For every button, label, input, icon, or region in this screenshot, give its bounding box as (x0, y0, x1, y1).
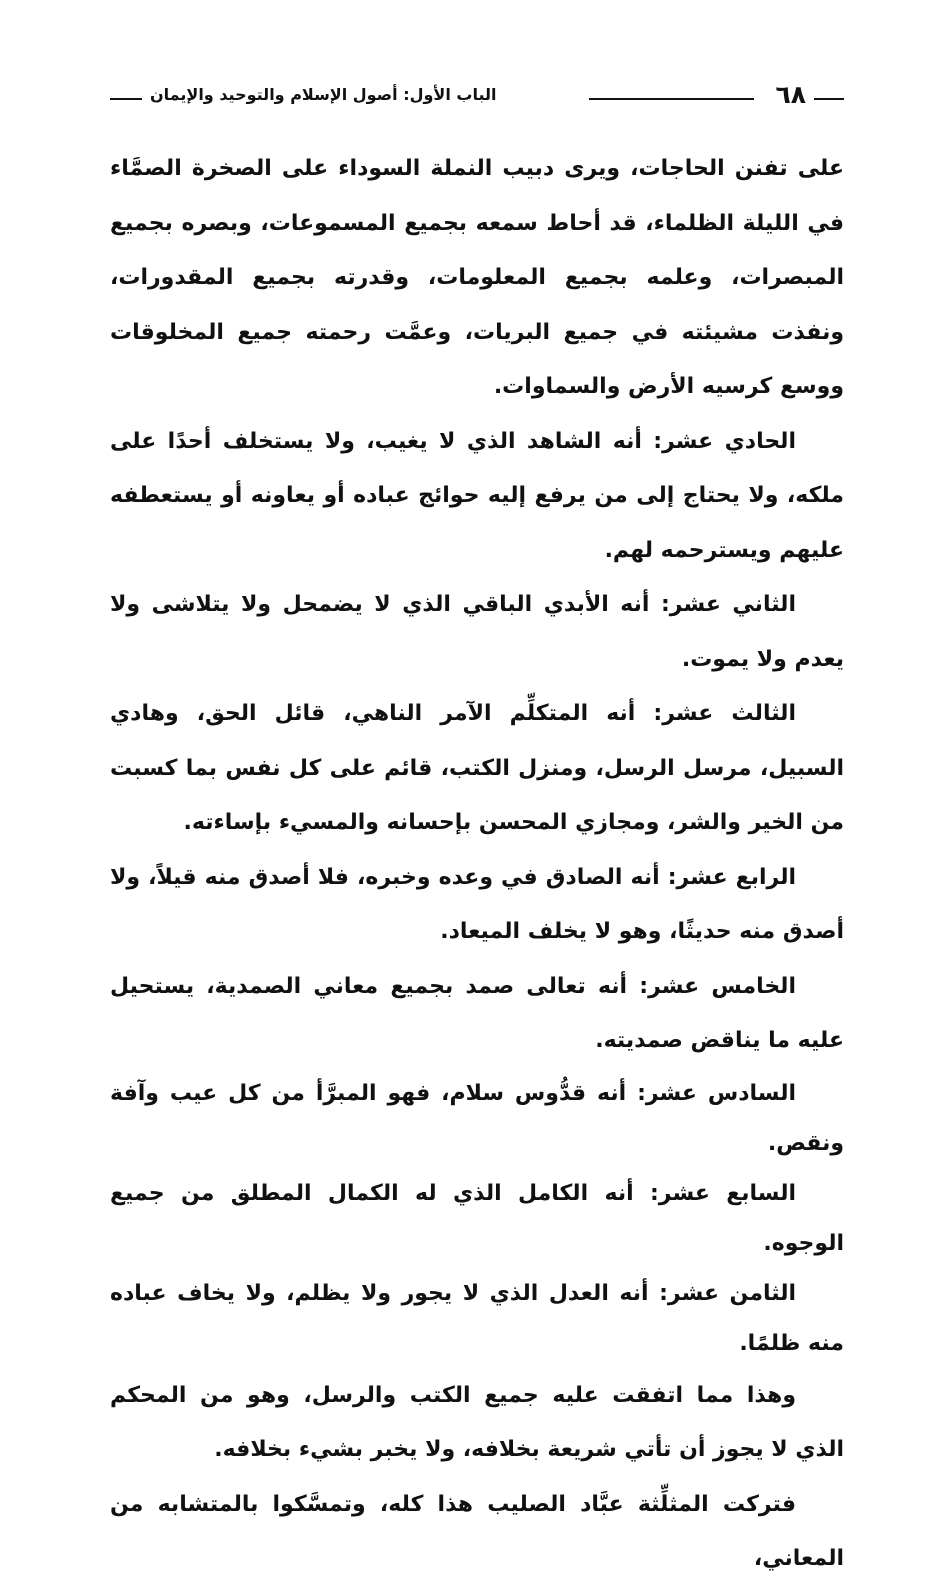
paragraph-conclusion: وهذا مما اتفقت عليه جميع الكتب والرسل، وهو من المحكم الذي لا يجوز أن تأتي شريعة بخلافه، ولا يخبر بشيء بخلافه. (110, 1382, 844, 1462)
paragraph-fifteenth: الخامس عشر: أنه تعالى صمد بجميع معاني الصمدية، يستحيل عليه ما يناقض صمديته. (110, 973, 844, 1053)
book-page (110, 78, 844, 1587)
header-rule-middle (589, 98, 754, 100)
header-rule-right (814, 98, 844, 100)
paragraph-eleventh: الحادي عشر: أنه الشاهد الذي لا يغيب، ولا يستخلف أحدًا على ملكه، ولا يحتاج إلى من يرفع إليه حوائج عباده أو يعاونه أو يستعطفه عليهم ويسترحمه لهم. (110, 428, 844, 563)
paragraph-eighteenth: الثامن عشر: أنه العدل الذي لا يجور ولا يظلم، ولا يخاف عباده منه ظلمًا. (110, 1280, 844, 1356)
body-text (110, 142, 844, 1587)
paragraph-seventeenth: السابع عشر: أنه الكامل الذي له الكمال المطلق من جميع الوجوه. (110, 1180, 844, 1256)
paragraph-fourteenth: الرابع عشر: أنه الصادق في وعده وخبره، فلا أصدق منه قيلاً، ولا أصدق منه حديثًا، وهو لا يخلف الميعاد. (110, 864, 844, 944)
header-rule-left (110, 98, 142, 100)
paragraph-sixteenth: السادس عشر: أنه قدُّوس سلام، فهو المبرَّأ من كل عيب وآفة ونقص. (110, 1080, 844, 1156)
paragraph-thirteenth: الثالث عشر: أنه المتكلِّم الآمر الناهي، قائل الحق، وهادي السبيل، مرسل الرسل، ومنزل الكتب، قائم على كل نفس بما كسبت من الخير والشر، ومجازي المحسن بإحسانه والمسيء بإساءته. (110, 701, 844, 835)
chapter-title: الباب الأول: أصول الإسلام والتوحيد والإيمان (150, 85, 497, 104)
paragraph-final: فتركت المثلِّثة عبَّاد الصليب هذا كله، وتمسَّكوا بالمتشابه من المعاني، (110, 1491, 844, 1571)
page-number: ٦٨ (775, 80, 806, 109)
paragraph-continuation: على تفنن الحاجات، ويرى دبيب النملة السوداء على الصخرة الصمَّاء في الليلة الظلماء، قد أحاط سمعه بجميع المسموعات، وبصره بجميع المبصرات، وعلمه بجميع المعلومات، وقدرته بجميع المقدورات، ونفذت مشيئته في جميع البريات، وعمَّت رحمته جميع المخلوقات ووسع كرسيه الأرض والسماوات. (110, 156, 844, 399)
running-header (110, 78, 844, 118)
paragraph-twelfth: الثاني عشر: أنه الأبدي الباقي الذي لا يضمحل ولا يتلاشى ولا يعدم ولا يموت. (110, 592, 844, 672)
